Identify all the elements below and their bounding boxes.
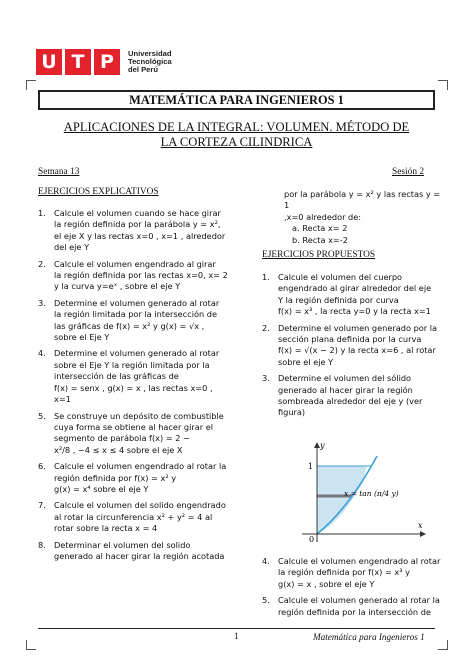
exercise-line: sobre el Eje Y bbox=[54, 332, 110, 343]
exercise-line: sobre el eje Y bbox=[278, 356, 334, 367]
course-title: MATEMÁTICA PARA INGENIEROS 1 bbox=[38, 90, 435, 110]
logo-text bbox=[128, 50, 172, 74]
logo-line: del Perú bbox=[128, 65, 158, 74]
continuation-subitem: a. Recta x= 2 bbox=[292, 223, 348, 234]
corner-mark-bottom-left bbox=[26, 640, 36, 650]
continuation-line: ,x=0 alrededor de: bbox=[284, 211, 362, 222]
exercise-8-continuation bbox=[262, 189, 442, 246]
exercise-item bbox=[262, 272, 442, 318]
exercise-line: sección plana definida por la curva bbox=[278, 334, 422, 345]
exercise-line: figura) bbox=[278, 407, 306, 418]
corner-mark-bottom-right bbox=[438, 640, 448, 650]
y-axis-label: y bbox=[320, 441, 325, 450]
exercise-line: f(x) = senx , g(x) = x , las rectas x=0 , bbox=[54, 382, 213, 393]
exercise-line: el eje X y las rectas x=0 , x=1 , alrededor bbox=[54, 230, 226, 241]
exercise-item bbox=[262, 373, 442, 419]
exercise-line: la región definida por f(x) = x³ y bbox=[278, 567, 410, 578]
logo-line: Tecnológica bbox=[128, 57, 172, 66]
exercise-line: x=1 bbox=[54, 394, 71, 405]
document-subtitle bbox=[38, 120, 435, 150]
utp-logo bbox=[36, 48, 172, 76]
exercise-line: sobre el Eje Y la región limitada por la bbox=[54, 359, 210, 370]
exercise-item bbox=[262, 595, 442, 618]
footer-course-name: Matemática para Ingenieros 1 bbox=[313, 632, 425, 642]
exercise-number: 4. bbox=[38, 348, 46, 359]
continuation-subitem: b. Recta x=-2 bbox=[292, 234, 348, 245]
exercise-number: 5. bbox=[38, 410, 46, 421]
exercise-line: Determine el volumen del sólido bbox=[278, 373, 412, 384]
exercise-number: 2. bbox=[38, 258, 46, 269]
exercise-line: del eje Y bbox=[54, 242, 90, 253]
exercise-line: intersección de las gráficas de bbox=[54, 371, 179, 382]
exercise-line: Calcule el volumen engendrado al rotar la bbox=[54, 461, 227, 472]
week-label: Semana 13 bbox=[38, 167, 80, 177]
exercise-line: las gráficas de f(x) = x² y g(x) = √x , bbox=[54, 320, 205, 331]
exercise-number: 3. bbox=[262, 373, 270, 384]
exercise-number: 2. bbox=[262, 322, 270, 333]
exercise-line: Determinar el volumen del solido bbox=[54, 539, 191, 550]
corner-mark-top-right bbox=[438, 80, 448, 90]
exercise-line: generado al hacer girar la región bbox=[278, 384, 413, 395]
volume-figure bbox=[282, 438, 432, 548]
exercise-line: cuya forma se obtiene al hacer girar el bbox=[54, 421, 214, 432]
proposed-exercises-list-bottom bbox=[262, 556, 442, 623]
exercise-line: Calcule el volumen del solido engendrado bbox=[54, 500, 226, 511]
proposed-section-title: EJERCICIOS PROPUESTOS bbox=[262, 250, 376, 260]
continuation-line: por la parábola y = x² y las rectas y = 1 bbox=[284, 189, 441, 211]
exercise-line: sombreada alrededor del eje y (ver bbox=[278, 396, 423, 407]
exercise-number: 8. bbox=[38, 539, 46, 550]
exercise-line: la región definida por la parábola y = x², bbox=[54, 219, 221, 230]
exercise-line: región definida por f(x) = x² y bbox=[54, 472, 177, 483]
exercise-line: Calcule el volumen del cuerpo bbox=[278, 272, 403, 282]
exercise-line: generado al hacer girar la región acotada bbox=[54, 550, 225, 561]
exercise-line: f(x) = √(x − 2) y la recta x=6 , al rotar bbox=[278, 345, 436, 356]
shaded-region bbox=[317, 466, 367, 534]
exercise-line: región definida por la intersección de bbox=[278, 606, 431, 617]
footer-divider bbox=[38, 628, 435, 629]
exercise-line: x²/8 , −4 ≤ x ≤ 4 sobre el eje X bbox=[54, 444, 183, 455]
exercise-line: rotar sobre la recta x = 4 bbox=[54, 523, 158, 534]
exercise-number: 7. bbox=[38, 500, 46, 511]
exercise-line: la región definida por las rectas x=0, x= 2 bbox=[54, 270, 228, 281]
exercise-line: Determine el volumen generado por la bbox=[278, 322, 438, 333]
exercise-line: y la curva y=eˣ , sobre el eje Y bbox=[54, 281, 181, 292]
y-tick-label: 1 bbox=[308, 462, 314, 471]
exercise-line: g(x) = x⁴ sobre el eje Y bbox=[54, 483, 149, 494]
exercise-number: 1. bbox=[38, 208, 46, 218]
exercise-line: g(x) = x , sobre el eje Y bbox=[278, 578, 375, 589]
exercise-number: 6. bbox=[38, 461, 46, 472]
exercise-line: al rotar la circunferencia x² + y² = 4 al bbox=[54, 511, 213, 522]
page-number: 1 bbox=[234, 632, 239, 642]
exercise-item bbox=[38, 500, 244, 534]
origin-label: 0 bbox=[309, 535, 315, 544]
exercise-line: Calcule el volumen engendrado al girar bbox=[54, 258, 216, 269]
exercise-item bbox=[38, 461, 244, 495]
exercise-item bbox=[262, 323, 442, 369]
exercise-number: 1. bbox=[262, 272, 270, 282]
exercise-item bbox=[262, 556, 442, 590]
exercise-line: f(x) = x³ , la recta y=0 y la recta x=1 bbox=[278, 306, 431, 317]
exercise-item bbox=[38, 298, 244, 344]
exercise-line: Y la región definida por curva bbox=[278, 294, 399, 305]
exercise-line: segmento de parábola f(x) = 2 − bbox=[54, 433, 190, 444]
exercise-line: engendrado al girar alrededor del eje bbox=[278, 283, 432, 294]
logo-letter-p: P bbox=[94, 49, 120, 75]
exercise-line: Determine el volumen generado al rotar bbox=[54, 348, 220, 359]
exercise-line: Calcule el volumen engendrado al rotar bbox=[278, 556, 441, 566]
explanatory-exercises-list bbox=[38, 208, 244, 567]
exercise-item bbox=[38, 540, 244, 563]
x-axis-label: x bbox=[418, 521, 423, 530]
subtitle-line: APLICACIONES DE LA INTEGRAL: VOLUMEN. MÉTODO DE bbox=[63, 120, 410, 134]
exercise-line: Calcule el volumen cuando se hace girar bbox=[54, 208, 221, 218]
proposed-exercises-list-top bbox=[262, 272, 442, 424]
logo-line: Universidad bbox=[128, 49, 172, 58]
curve-equation: x = tan (π/4 y) bbox=[344, 489, 399, 498]
session-label: Sesión 2 bbox=[392, 167, 425, 177]
explanatory-section-title: EJERCICIOS EXPLICATIVOS bbox=[38, 187, 159, 197]
x-axis-arrow-icon bbox=[420, 531, 426, 537]
corner-mark-top-left bbox=[26, 80, 36, 90]
exercise-item bbox=[38, 348, 244, 405]
exercise-number: 3. bbox=[38, 297, 46, 308]
exercise-number: 4. bbox=[262, 556, 270, 566]
exercise-line: Se construye un depósito de combustible bbox=[54, 410, 224, 421]
exercise-line: Determine el volumen generado al rotar bbox=[54, 297, 220, 308]
exercise-item bbox=[38, 208, 244, 254]
exercise-line: Calcule el volumen generado al rotar la bbox=[278, 595, 440, 606]
subtitle-line: LA CORTEZA CILINDRICA bbox=[160, 135, 313, 149]
exercise-number: 5. bbox=[262, 595, 270, 606]
logo-letter-t: T bbox=[65, 49, 91, 75]
exercise-line: la región limitada por la intersección de bbox=[54, 309, 217, 320]
exercise-item bbox=[38, 411, 244, 457]
logo-letter-u: U bbox=[36, 49, 62, 75]
exercise-item bbox=[38, 259, 244, 293]
